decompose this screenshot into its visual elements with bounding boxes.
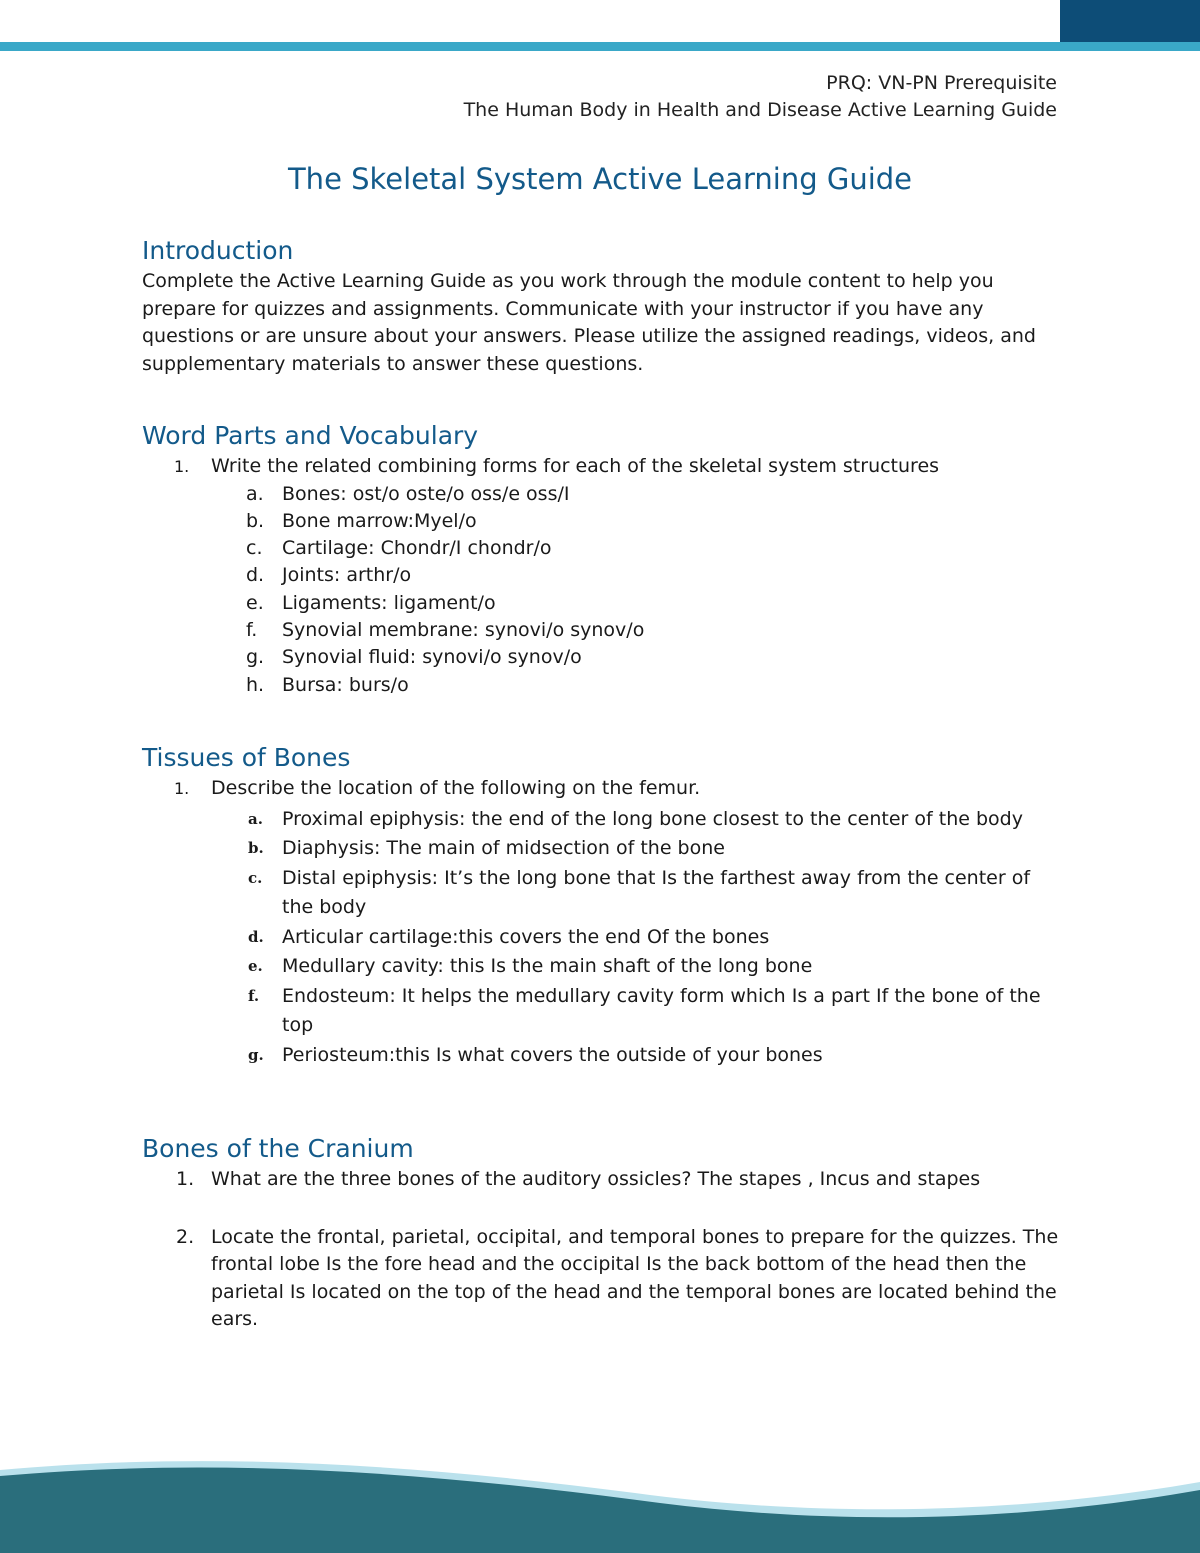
vocab-question-1 bbox=[142, 453, 1060, 481]
list-item bbox=[142, 864, 1060, 923]
item-text: Distal epiphysis: It’s the long bone that Is the farthest away from the center of the body bbox=[282, 866, 1031, 918]
cranium-heading: Bones of the Cranium bbox=[142, 1134, 414, 1163]
item-letter: a. bbox=[248, 809, 263, 828]
item-text: Diaphysis: The main of midsection of the bone bbox=[282, 837, 725, 859]
vocab-question-list bbox=[142, 453, 1060, 481]
list-item bbox=[142, 834, 1060, 864]
item-text: Bone marrow:Myel/o bbox=[282, 509, 477, 532]
item-text: Ligaments: ligament/o bbox=[282, 591, 496, 614]
question-number: 2. bbox=[176, 1225, 195, 1248]
item-text: Synovial fluid: synovi/o synov/o bbox=[282, 646, 582, 669]
course-title: The Human Body in Health and Disease Active Learning Guide bbox=[463, 99, 1057, 121]
intro-section bbox=[142, 234, 1060, 378]
question-text: Locate the frontal, parietal, occipital, and temporal bones to prepare for the quizzes. The frontal lobe Is the fore head and the occipital Is the back bottom of the head then the parietal Is located on the top of the head and the temporal bones are located behind the ears. bbox=[211, 1225, 1059, 1330]
list-item bbox=[142, 562, 1060, 589]
list-item bbox=[142, 644, 1060, 671]
item-text: Cartilage: Chondr/I chondr/o bbox=[282, 537, 552, 560]
list-item bbox=[142, 535, 1060, 562]
question-text: What are the three bones of the auditory ossicles? The stapes , Incus and stapes bbox=[211, 1168, 981, 1190]
cranium-section bbox=[142, 1132, 1060, 1334]
list-item bbox=[142, 982, 1060, 1041]
list-item bbox=[142, 923, 1060, 953]
question-text: Describe the location of the following on the femur. bbox=[211, 777, 701, 799]
course-code: PRQ: VN-PN Prerequisite bbox=[826, 72, 1057, 94]
item-text: Proximal epiphysis: the end of the long bone closest to the center of the body bbox=[282, 807, 1023, 830]
header-corner-block bbox=[1060, 0, 1200, 42]
item-text: Articular cartilage:this covers the end Of the bones bbox=[282, 925, 770, 948]
item-text: Endosteum: It helps the medullary cavity form which Is a part If the bone of the top bbox=[282, 984, 1041, 1036]
tissues-question-1 bbox=[142, 775, 1060, 803]
question-number: 1. bbox=[174, 457, 190, 476]
item-letter: c. bbox=[246, 537, 263, 560]
list-item bbox=[142, 508, 1060, 535]
question-number: 1. bbox=[176, 1168, 195, 1190]
item-letter: d. bbox=[248, 927, 264, 946]
question-text: Write the related combining forms for each of the skeletal system structures bbox=[211, 455, 940, 477]
document-title: The Skeletal System Active Learning Guide bbox=[287, 162, 913, 196]
list-item bbox=[142, 805, 1060, 835]
item-letter: g. bbox=[248, 1045, 264, 1064]
item-letter: d. bbox=[246, 564, 265, 587]
tissues-heading: Tissues of Bones bbox=[142, 743, 351, 772]
vocab-heading: Word Parts and Vocabulary bbox=[142, 421, 479, 450]
item-letter: e. bbox=[246, 591, 264, 614]
item-letter: c. bbox=[248, 868, 263, 887]
intro-heading: Introduction bbox=[142, 236, 294, 265]
item-letter: a. bbox=[246, 482, 264, 505]
item-text: Bones: ost/o oste/o oss/e oss/I bbox=[282, 482, 570, 505]
item-letter: f. bbox=[246, 618, 258, 641]
item-text: Medullary cavity: this Is the main shaft of the long bone bbox=[282, 955, 813, 977]
item-letter: b. bbox=[248, 839, 264, 857]
list-item bbox=[142, 1041, 1060, 1071]
tissues-answer-list bbox=[142, 805, 1060, 1071]
item-text: Periosteum:this Is what covers the outside of your bones bbox=[282, 1043, 823, 1066]
page-header bbox=[464, 70, 1057, 124]
vocab-section bbox=[142, 419, 1060, 699]
list-item bbox=[142, 952, 1060, 982]
tissues-section bbox=[142, 741, 1060, 1070]
item-letter: g. bbox=[246, 646, 265, 669]
footer-wave bbox=[0, 1440, 1200, 1553]
item-text: Synovial membrane: synovi/o synov/o bbox=[282, 618, 645, 641]
question-number: 1. bbox=[174, 779, 190, 798]
list-item bbox=[142, 590, 1060, 617]
item-letter: b. bbox=[246, 509, 265, 532]
item-text: Joints: arthr/o bbox=[282, 564, 412, 587]
intro-paragraph: Complete the Active Learning Guide as you work through the module content to help you prepare for quizzes and assignments. Communicate with your instructor if you have any questions or are unsure about your answers. Please utilize the assigned readings, videos, and supplementary materials to answer these questions. bbox=[142, 270, 1036, 375]
header-bar bbox=[0, 42, 1200, 51]
item-letter: e. bbox=[248, 957, 263, 975]
tissues-question-list bbox=[142, 775, 1060, 803]
list-item bbox=[142, 617, 1060, 644]
cranium-question-1 bbox=[142, 1166, 1060, 1194]
item-letter: h. bbox=[246, 673, 265, 696]
list-item bbox=[142, 672, 1060, 699]
cranium-question-list bbox=[142, 1166, 1060, 1334]
cranium-question-2 bbox=[142, 1224, 1060, 1334]
list-item bbox=[142, 481, 1060, 508]
item-letter: f. bbox=[248, 986, 260, 1005]
vocab-answer-list bbox=[142, 481, 1060, 699]
item-text: Bursa: burs/o bbox=[282, 673, 409, 696]
